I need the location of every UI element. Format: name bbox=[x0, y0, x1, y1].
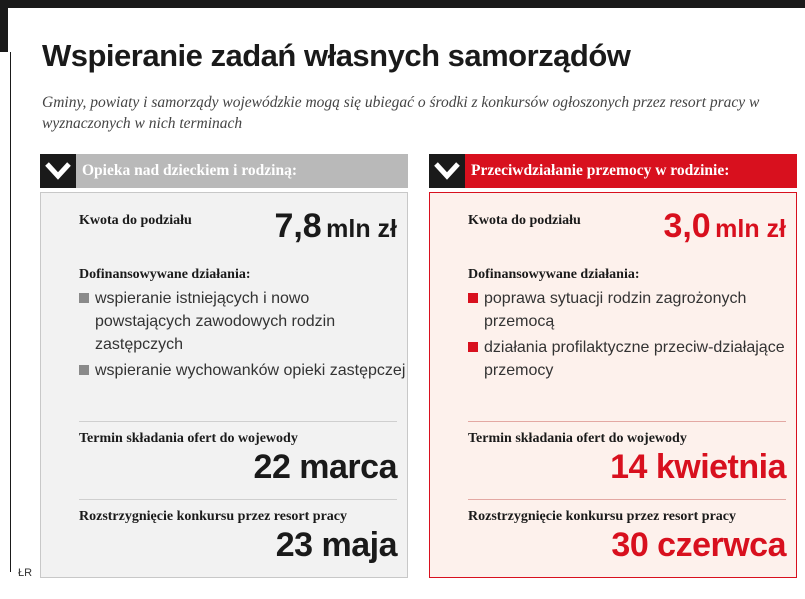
deadline-value: 14 kwietnia bbox=[610, 448, 786, 486]
activity-text: poprawa sytuacji rodzin zagrożonych przemocą bbox=[484, 290, 747, 330]
deadline-label: Termin składania ofert do wojewody bbox=[79, 431, 298, 446]
amount-number: 3,0 bbox=[663, 207, 711, 245]
amount-unit: mln zł bbox=[326, 215, 397, 243]
amount-number: 7,8 bbox=[274, 207, 322, 245]
chevron-down-icon bbox=[429, 154, 465, 188]
resolution-label: Rozstrzygnięcie konkursu przez resort pracy bbox=[79, 509, 348, 524]
bullet-square-icon bbox=[468, 293, 478, 303]
list-item bbox=[79, 287, 409, 356]
activities-label: Dofinansowywane działania: bbox=[468, 267, 640, 282]
activity-text: działania profilaktyczne przeciw-działające przemocy bbox=[484, 339, 785, 379]
deadline-label: Termin składania ofert do wojewody bbox=[468, 431, 687, 446]
list-item bbox=[468, 336, 798, 382]
panel-body bbox=[429, 192, 797, 578]
amount-value bbox=[663, 207, 786, 246]
source-credit: ŁR bbox=[18, 567, 33, 579]
activities-list bbox=[79, 287, 409, 382]
activity-text: wspieranie istniejących i nowo powstających zawodowych rodzin zastępczych bbox=[95, 290, 336, 353]
panel-violence-prevention bbox=[429, 154, 797, 578]
panel-header: Opieka nad dzieckiem i rodziną: bbox=[76, 154, 408, 188]
divider bbox=[468, 499, 786, 500]
page-subtitle: Gminy, powiaty i samorządy wojewódzkie mogą się ubiegać o środki z konkursów ogłoszonych przez resort pracy w wyznaczonych w nich terminach bbox=[42, 94, 760, 132]
page-title: Wspieranie zadań własnych samorządów bbox=[42, 38, 631, 73]
divider bbox=[468, 421, 786, 422]
list-item bbox=[468, 287, 798, 333]
panel-childcare bbox=[40, 154, 408, 578]
deadline-value: 22 marca bbox=[253, 448, 397, 486]
chevron-down-icon bbox=[40, 154, 76, 188]
activities-list bbox=[468, 287, 798, 382]
panel-header: Przeciwdziałanie przemocy w rodzinie: bbox=[465, 154, 797, 188]
amount-label: Kwota do podziału bbox=[79, 213, 192, 228]
bullet-square-icon bbox=[79, 293, 89, 303]
list-item bbox=[79, 359, 409, 382]
divider bbox=[79, 421, 397, 422]
top-rule bbox=[0, 0, 805, 8]
bullet-square-icon bbox=[79, 365, 89, 375]
amount-value bbox=[274, 207, 397, 246]
side-thin-rule bbox=[10, 52, 11, 572]
activity-text: wspieranie wychowanków opieki zastępczej bbox=[95, 362, 406, 379]
resolution-value: 23 maja bbox=[275, 526, 397, 564]
side-rule bbox=[0, 0, 8, 52]
resolution-label: Rozstrzygnięcie konkursu przez resort pracy bbox=[468, 509, 737, 524]
activities-label: Dofinansowywane działania: bbox=[79, 267, 251, 282]
panel-body bbox=[40, 192, 408, 578]
bullet-square-icon bbox=[468, 342, 478, 352]
amount-unit: mln zł bbox=[715, 215, 786, 243]
resolution-value: 30 czerwca bbox=[611, 526, 786, 564]
divider bbox=[79, 499, 397, 500]
amount-label: Kwota do podziału bbox=[468, 213, 581, 228]
